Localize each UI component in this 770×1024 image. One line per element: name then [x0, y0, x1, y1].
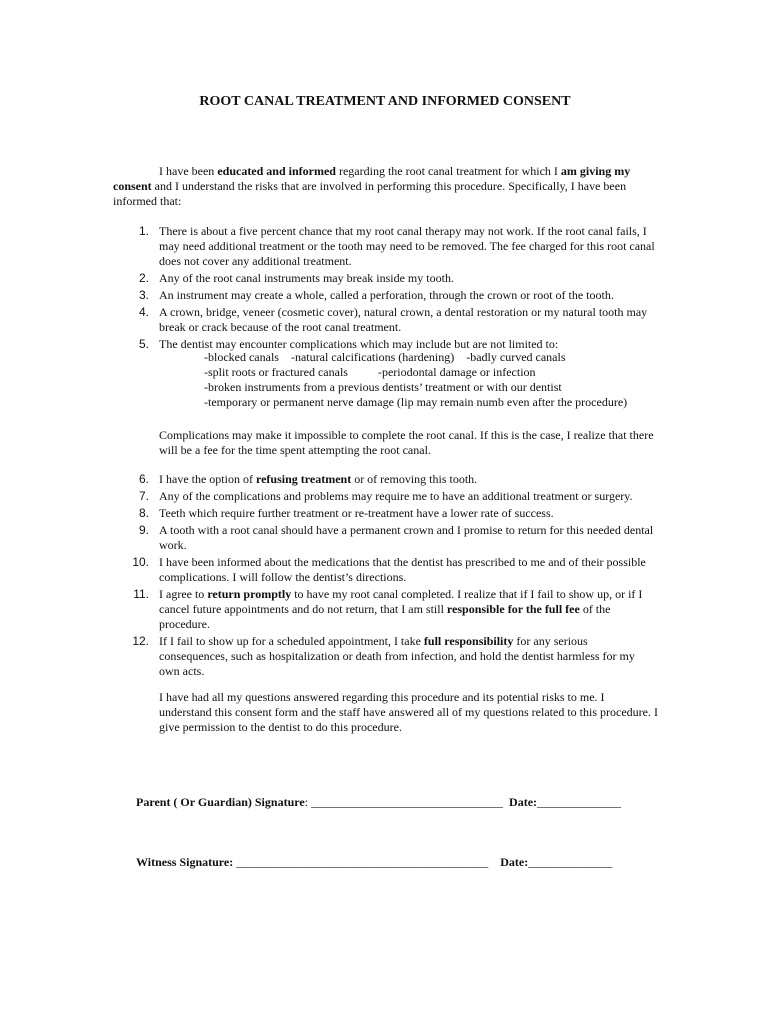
intro-bold-2: am giving my consent: [113, 164, 631, 193]
intro-paragraph: [113, 164, 658, 209]
complications-note: Complications may make it impossible to complete the root canal. If this is the case, I realize that there will be a fee for the time spent attempting the root canal.: [159, 428, 654, 457]
list-item: 12. If I fail to show up for a scheduled appointment, I take full responsibility for any serious consequences, such as hospitalization or death from infection, and hold the dentist harmless for my own acts.: [132, 634, 635, 678]
parent-signature-row: Parent ( Or Guardian) Signature: ________________________________ Date:______________: [136, 795, 622, 809]
complication-line: -blocked canals -natural calcifications (hardening) -badly curved canals: [204, 350, 566, 364]
witness-signature-label: Witness Signature:: [136, 855, 234, 869]
list-item: 5. The dentist may encounter complications which may include but are not limited to:: [138, 337, 559, 351]
complication-line: -temporary or permanent nerve damage (lip may remain numb even after the procedure): [204, 395, 628, 409]
parent-date-field[interactable]: ______________: [537, 795, 622, 809]
list-item: 3. An instrument may create a whole, called a perforation, through the crown or root of the tooth.: [138, 288, 614, 302]
list-item: 10. I have been informed about the medications that the dentist has prescribed to me and of their possible complications. I will follow the dentist’s directions.: [132, 555, 646, 584]
complications-list: [204, 350, 664, 410]
list-item: 2. Any of the root canal instruments may break inside my tooth.: [138, 271, 454, 285]
list-item: 1. There is about a five percent chance that my root canal therapy may not work. If the root canal fails, I may need additional treatment or the tooth may need to be removed. The fee charged for this root canal does not cover any additional treatment.: [138, 224, 655, 268]
list-item: 9. A tooth with a root canal should have a permanent crown and I promise to return for this needed dental work.: [138, 523, 654, 552]
risk-list-first: [113, 224, 658, 354]
witness-date-field[interactable]: ______________: [528, 855, 613, 869]
list-item: 6. I have the option of refusing treatment or of removing this tooth.: [138, 472, 478, 486]
list-item: 11. I agree to return promptly to have my root canal completed. I realize that if I fail to show up, or if I cancel future appointments and do not return, that I am still responsible for the full fee of the procedure.: [133, 587, 643, 631]
witness-signature-row: [136, 855, 612, 870]
list-item: 8. Teeth which require further treatment or re-treatment have a lower rate of success.: [138, 506, 554, 520]
witness-date-label: Date:: [500, 855, 529, 869]
complication-line: -broken instruments from a previous dentists’ treatment or with our dentist: [204, 380, 562, 394]
witness-signature-field[interactable]: __________________________________________: [236, 855, 489, 869]
intro-text-3: and I understand the risks that are involved in performing this procedure. Specifically, I have been informed that:: [113, 179, 627, 208]
parent-date-label: Date:: [509, 795, 538, 809]
list-item: 7. Any of the complications and problems may require me to have an additional treatment or surgery.: [138, 489, 633, 503]
document-title: ROOT CANAL TREATMENT AND INFORMED CONSENT: [199, 94, 571, 109]
intro-bold-1: educated and informed: [217, 164, 336, 178]
risk-list-second: [113, 472, 658, 681]
parent-signature-field[interactable]: ________________________________: [311, 795, 504, 809]
intro-text-1: I have been: [159, 164, 218, 178]
list-item: 4. A crown, bridge, veneer (cosmetic cover), natural crown, a dental restoration or my natural tooth may break or crack because of the root canal treatment.: [138, 305, 648, 334]
complication-line: -split roots or fractured canals -periodontal damage or infection: [204, 365, 536, 379]
intro-text-2: regarding the root canal treatment for which I: [335, 164, 561, 178]
parent-signature-label: Parent ( Or Guardian) Signature: [136, 795, 305, 809]
closing-paragraph: I have had all my questions answered regarding this procedure and its potential risks to me. I understand this consent form and the staff have answered all of my questions related to this procedure. I give permission to the dentist to do this procedure.: [159, 690, 658, 734]
